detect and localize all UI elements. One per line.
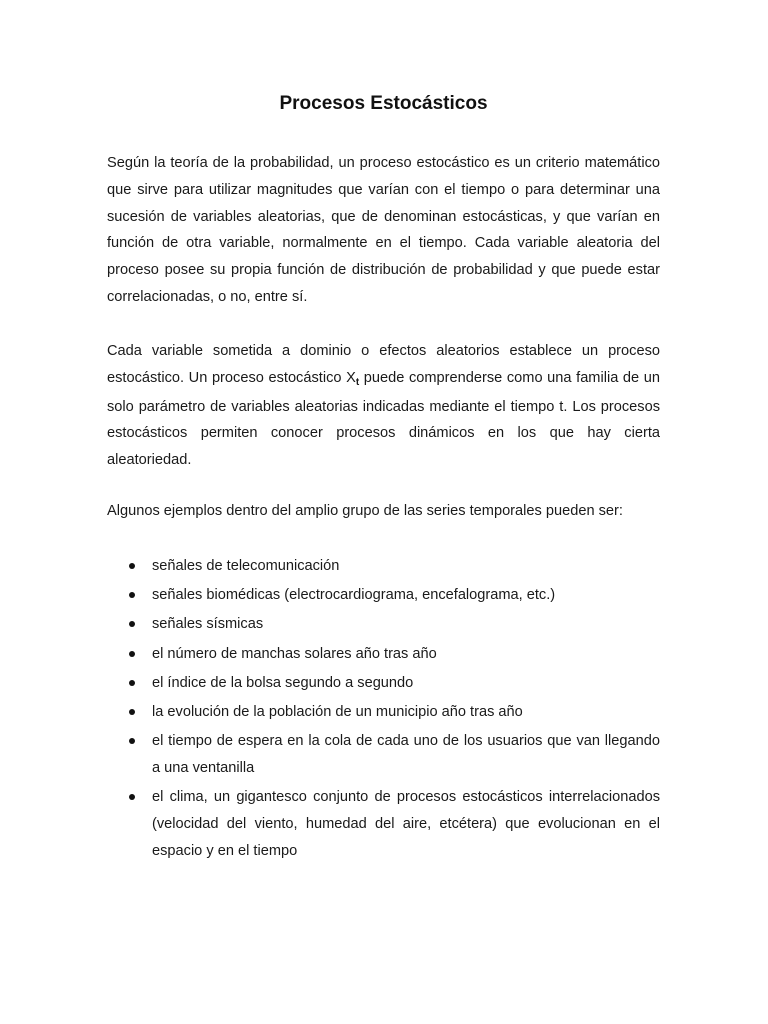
list-item bbox=[107, 728, 660, 782]
bullet-icon bbox=[129, 738, 135, 744]
paragraph-definition-end: puede comprenderse como una familia de un solo parámetro de variables aleatorias indicadas mediante el tiempo t. Los procesos estocásticos permiten conocer procesos dinámicos en los que hay cierta aleatoriedad. bbox=[107, 369, 660, 469]
list-item-text: el tiempo de espera en la cola de cada uno de los usuarios que van llegando a una ventanilla bbox=[152, 733, 660, 776]
list-item-text: el número de manchas solares año tras año bbox=[152, 645, 437, 662]
list-item-text: señales sísmicas bbox=[152, 616, 264, 633]
list-item bbox=[107, 582, 660, 609]
list-item-text: señales de telecomunicación bbox=[152, 558, 340, 574]
paragraph-definition bbox=[107, 338, 660, 474]
subscript-t: t bbox=[355, 376, 360, 388]
list-item bbox=[107, 553, 660, 580]
list-item bbox=[107, 670, 660, 697]
list-item-text: el índice de la bolsa segundo a segundo bbox=[152, 674, 414, 691]
list-item-text: el clima, un gigantesco conjunto de procesos estocásticos interrelacionados (velocidad del viento, humedad del aire, etcétera) que evolucionan en el espacio y en el tiempo bbox=[152, 789, 660, 859]
paragraph-examples-intro: Algunos ejemplos dentro del amplio grupo de las series temporales pueden ser: bbox=[107, 503, 623, 519]
bullet-icon bbox=[129, 680, 135, 686]
list-item bbox=[107, 784, 660, 864]
bullet-icon bbox=[129, 651, 135, 657]
bullet-icon bbox=[129, 592, 135, 598]
bullet-icon bbox=[129, 621, 135, 627]
examples-list bbox=[107, 553, 660, 867]
list-item-text: señales biomédicas (electrocardiograma, encefalograma, etc.) bbox=[152, 587, 556, 604]
paragraph-definition-start: Cada variable sometida a dominio o efectos aleatorios establece un proceso estocástico. Un proceso estocástico X bbox=[107, 343, 660, 386]
document-title: Procesos Estocásticos bbox=[279, 93, 488, 114]
list-item-text: la evolución de la población de un municipio año tras año bbox=[152, 703, 523, 720]
list-item bbox=[107, 641, 660, 668]
bullet-icon bbox=[129, 709, 135, 715]
bullet-icon bbox=[129, 794, 135, 800]
list-item bbox=[107, 699, 660, 726]
paragraph-intro: Según la teoría de la probabilidad, un proceso estocástico es un criterio matemático que sirve para utilizar magnitudes que varían con el tiempo o para determinar una sucesión de variables aleatorias, que de denominan estocásticas, y que varían en función de otra variable, normalmente en el tiempo. Cada variable aleatoria del proceso posee su propia función de distribución de probabilidad y que puede estar correlacionadas, o no, entre sí. bbox=[107, 155, 660, 305]
list-item bbox=[107, 611, 660, 638]
bullet-icon bbox=[129, 563, 135, 569]
